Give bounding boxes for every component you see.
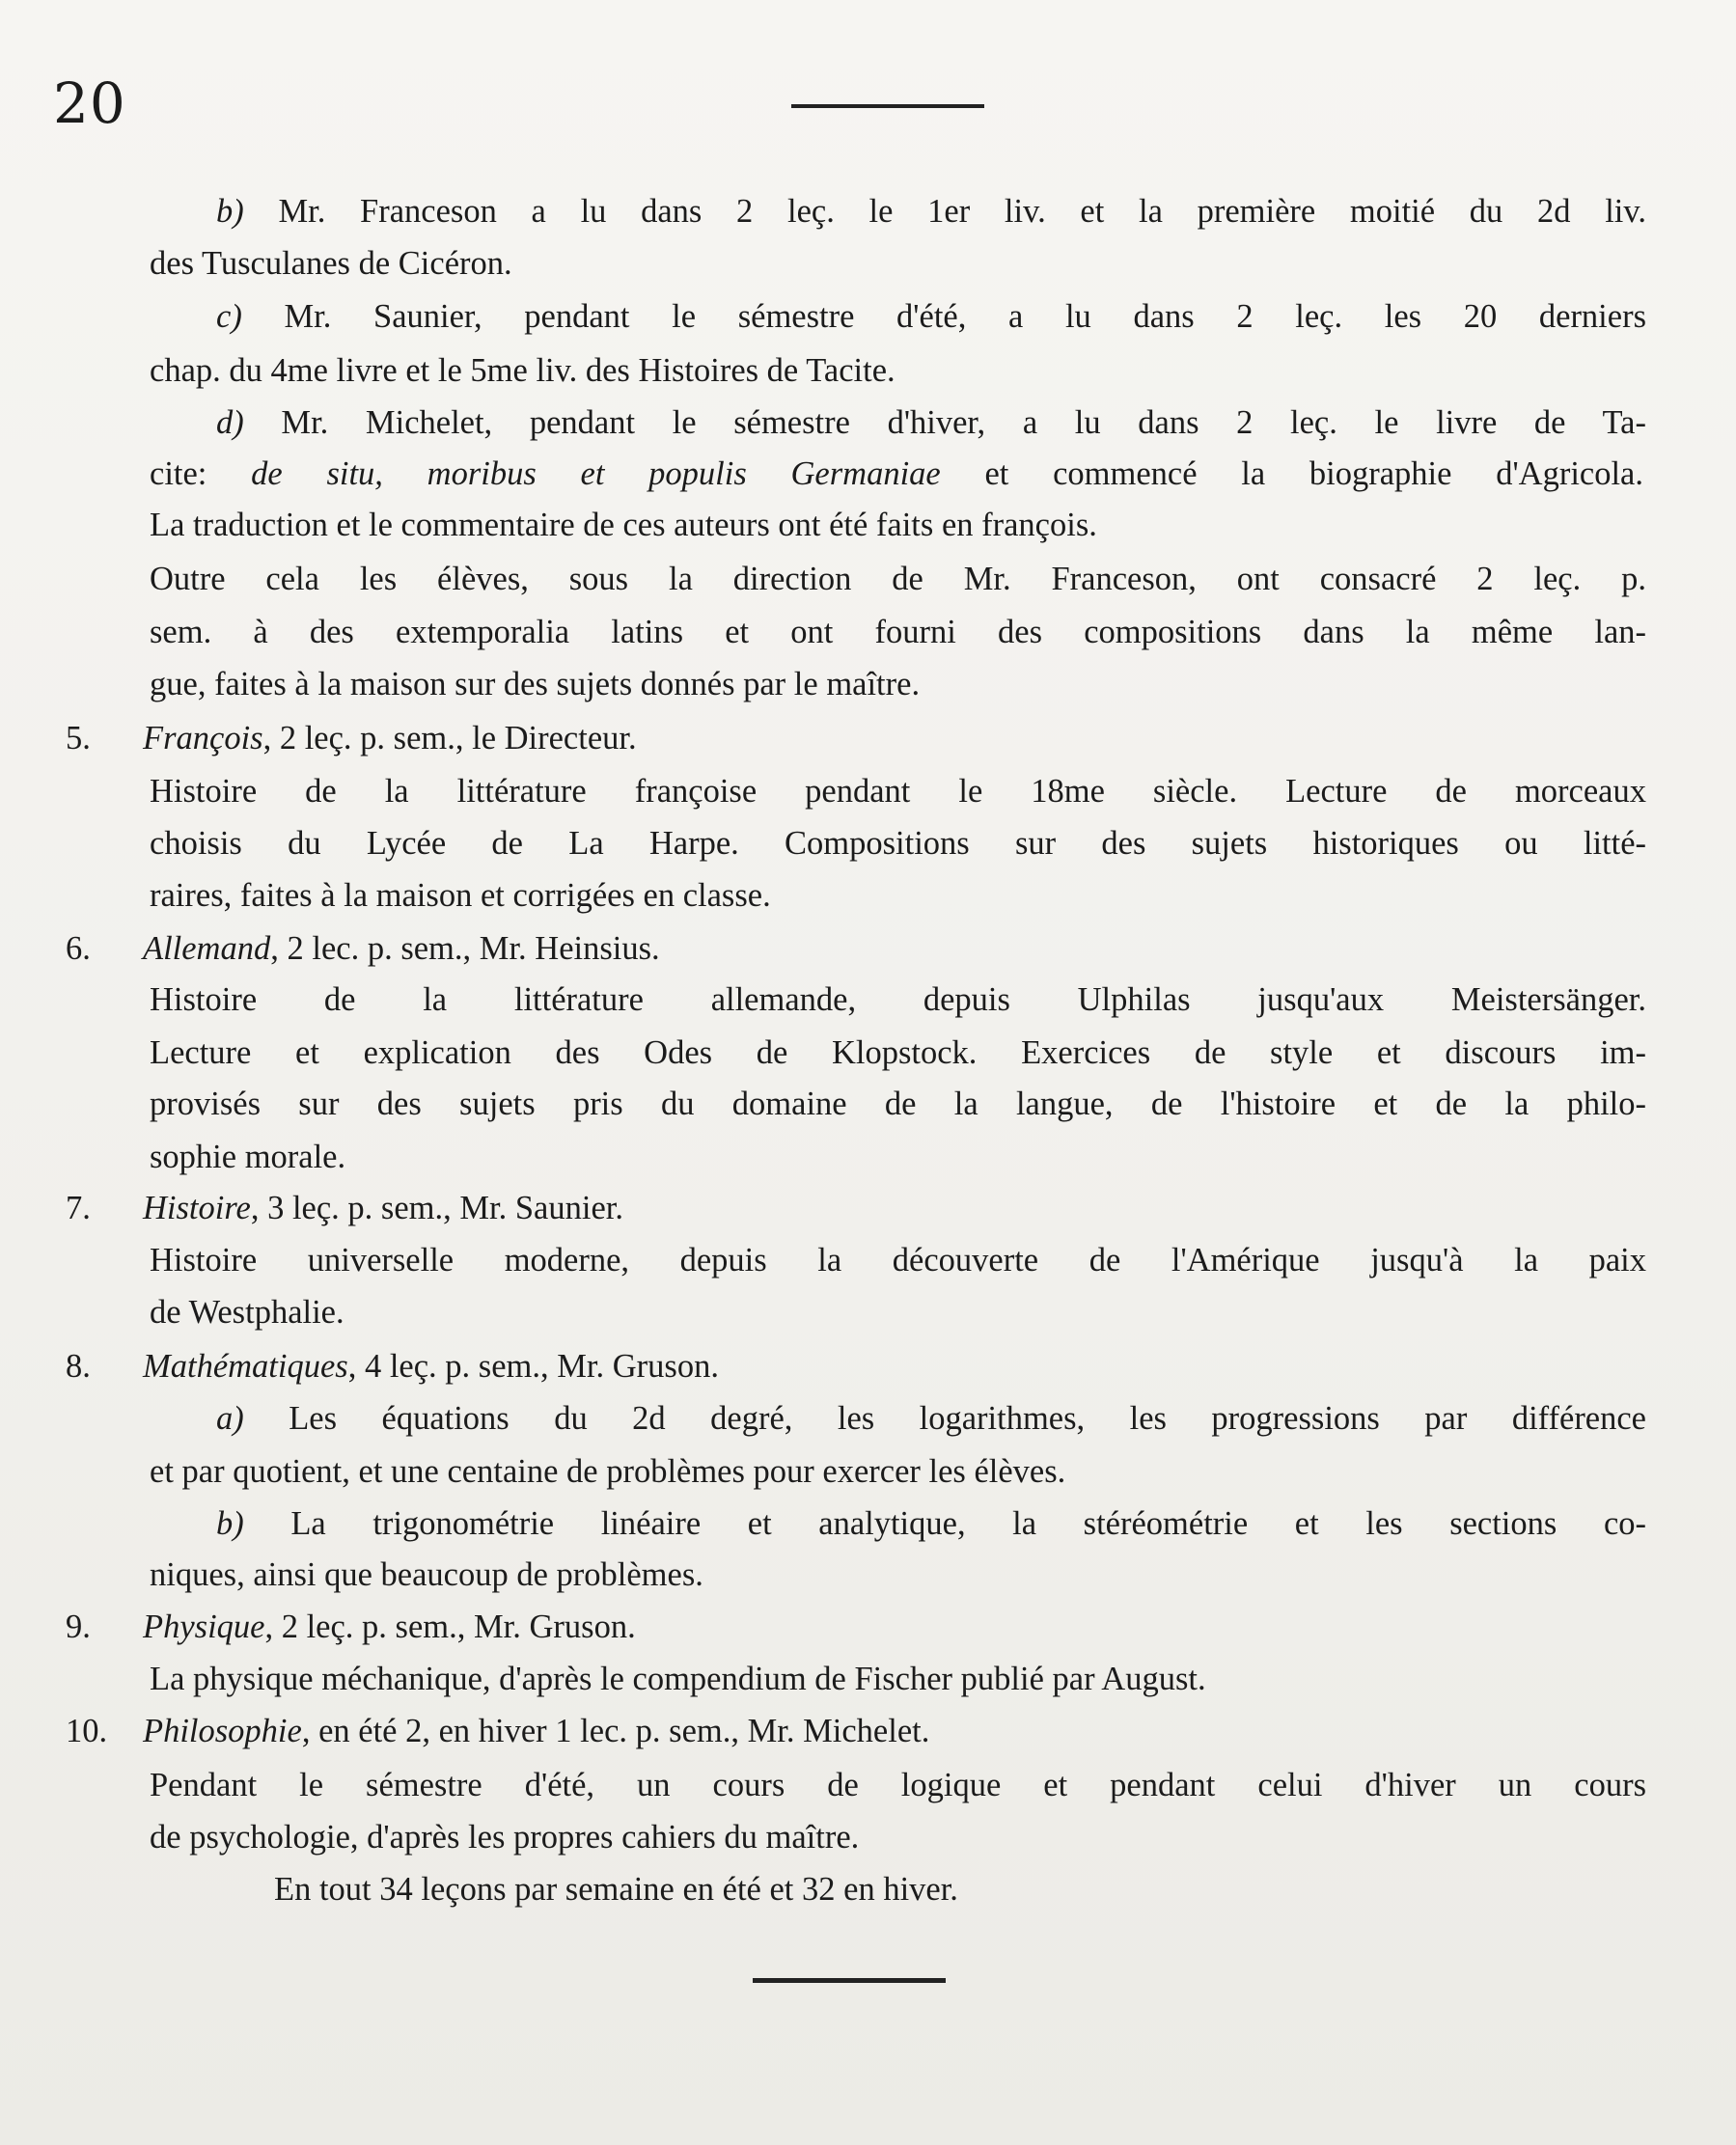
text-line: b) Mr. Franceson a lu dans 2 leç. le 1er liv. et la première moitié du 2d liv. bbox=[216, 193, 1646, 230]
text-line: de psychologie, d'après les propres cahiers du maître. bbox=[150, 1819, 860, 1856]
text-line: a) Les équations du 2d degré, les logarithmes, les progressions par différence bbox=[216, 1400, 1646, 1437]
text-line: Pendant le sémestre d'été, un cours de logique et pendant celui d'hiver un cours bbox=[150, 1767, 1646, 1803]
item-number: 9. bbox=[66, 1609, 91, 1645]
section-heading: Histoire, 3 leç. p. sem., Mr. Saunier. bbox=[143, 1190, 623, 1226]
text-line: cite: de situ, moribus et populis Germaniae et commencé la biographie d'Agricola. bbox=[150, 455, 1643, 492]
text-line: provisés sur des sujets pris du domaine de la langue, de l'histoire et de la philo- bbox=[150, 1086, 1646, 1122]
text-line: sem. à des extemporalia latins et ont fourni des compositions dans la même lan- bbox=[150, 614, 1646, 650]
text-line: niques, ainsi que beaucoup de problèmes. bbox=[150, 1556, 703, 1593]
text-line: c) Mr. Saunier, pendant le sémestre d'été, a lu dans 2 leç. les 20 derniers bbox=[216, 298, 1646, 335]
item-number: 7. bbox=[66, 1190, 91, 1226]
text-line: La traduction et le commentaire de ces auteurs ont été faits en françois. bbox=[150, 507, 1097, 543]
item-number: 8. bbox=[66, 1348, 91, 1385]
text-line: sophie morale. bbox=[150, 1139, 346, 1175]
section-heading: François, 2 leç. p. sem., le Directeur. bbox=[143, 720, 637, 756]
section-heading: Mathématiques, 4 leç. p. sem., Mr. Gruson. bbox=[143, 1348, 719, 1385]
section-heading: Physique, 2 leç. p. sem., Mr. Gruson. bbox=[143, 1609, 636, 1645]
text-line: choisis du Lycée de La Harpe. Compositions sur des sujets historiques ou litté- bbox=[150, 825, 1646, 862]
header-rule bbox=[791, 104, 984, 108]
item-number: 6. bbox=[66, 930, 91, 967]
text-line: des Tusculanes de Cicéron. bbox=[150, 245, 512, 282]
text-line: gue, faites à la maison sur des sujets donnés par le maître. bbox=[150, 666, 921, 702]
text-line: chap. du 4me livre et le 5me liv. des Histoires de Tacite. bbox=[150, 352, 896, 389]
item-number: 10. bbox=[66, 1713, 108, 1749]
text-line: de Westphalie. bbox=[150, 1294, 344, 1331]
text-line: raires, faites à la maison et corrigées en classe. bbox=[150, 877, 771, 914]
text-line: Histoire de la littérature françoise pendant le 18me siècle. Lecture de morceaux bbox=[150, 773, 1646, 810]
text-line: Histoire universelle moderne, depuis la découverte de l'Amérique jusqu'à la paix bbox=[150, 1242, 1646, 1279]
text-line: La physique méchanique, d'après le compendium de Fischer publié par August. bbox=[150, 1661, 1206, 1697]
text-line: Outre cela les élèves, sous la direction de Mr. Franceson, ont consacré 2 leç. p. bbox=[150, 561, 1646, 597]
text-line: b) La trigonométrie linéaire et analytique, la stéréométrie et les sections co- bbox=[216, 1505, 1646, 1542]
text-line: Histoire de la littérature allemande, depuis Ulphilas jusqu'aux Meistersänger. bbox=[150, 981, 1646, 1018]
footer-rule bbox=[753, 1978, 946, 1983]
closing-line: En tout 34 leçons par semaine en été et 32 en hiver. bbox=[274, 1871, 958, 1908]
page-number: 20 bbox=[53, 70, 126, 136]
text-line: et par quotient, et une centaine de problèmes pour exercer les élèves. bbox=[150, 1453, 1066, 1490]
item-number: 5. bbox=[66, 720, 91, 756]
section-heading: Philosophie, en été 2, en hiver 1 lec. p. sem., Mr. Michelet. bbox=[143, 1713, 930, 1749]
section-heading: Allemand, 2 lec. p. sem., Mr. Heinsius. bbox=[143, 930, 660, 967]
text-line: d) Mr. Michelet, pendant le sémestre d'hiver, a lu dans 2 leç. le livre de Ta- bbox=[216, 404, 1646, 441]
text-line: Lecture et explication des Odes de Klopstock. Exercices de style et discours im- bbox=[150, 1034, 1646, 1071]
